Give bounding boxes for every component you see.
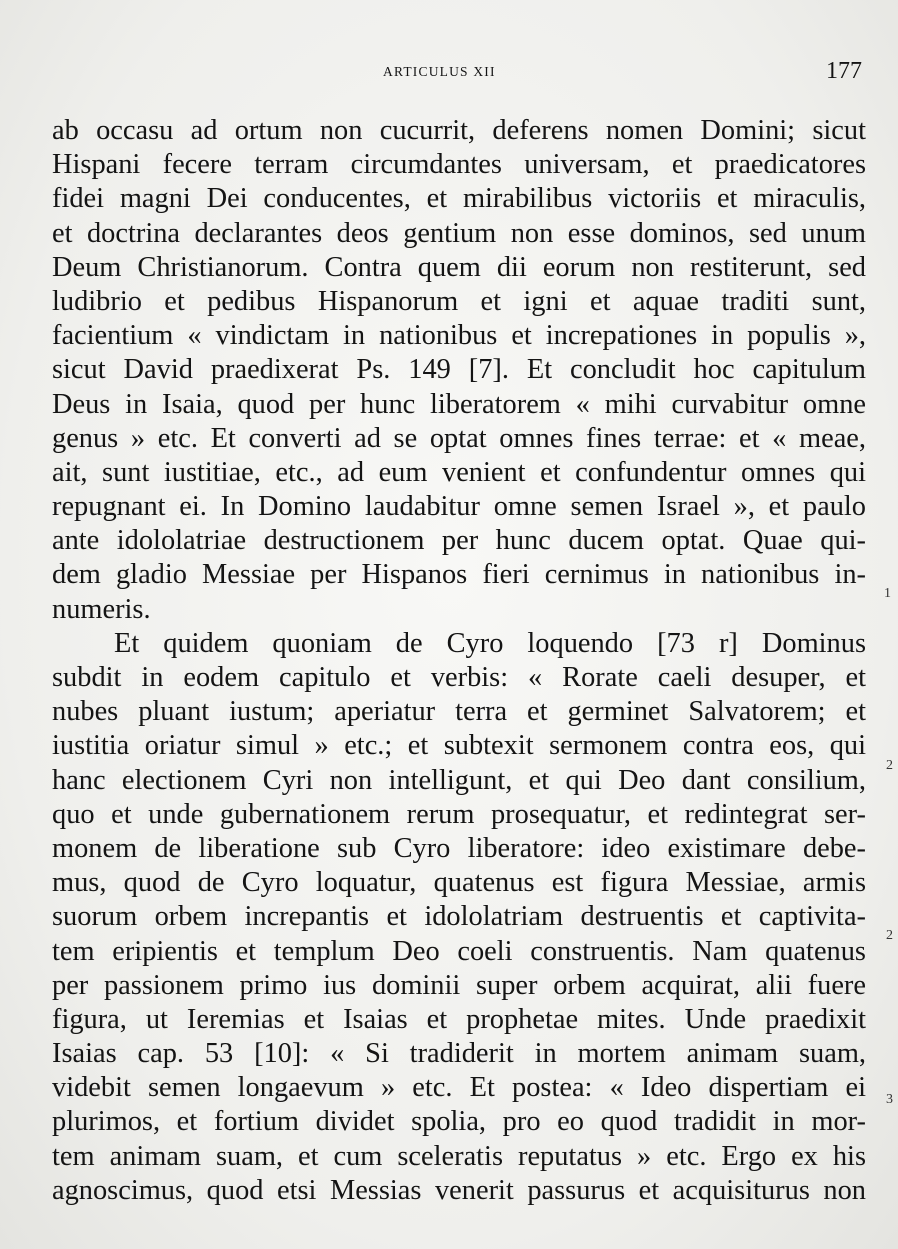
text-line: sicut David praedixerat Ps. 149 [7]. Et concludit hoc capitulum [52, 354, 866, 386]
running-head: ARTICULUS XII [383, 64, 496, 79]
text-line: dem gladio Messiae per Hispanos fieri cernimus in nationibus in- [52, 559, 866, 591]
text-line: Deum Christianorum. Contra quem dii eorum non restiterunt, sed [52, 251, 866, 283]
text-line: per passionem primo ius dominii super orbem acquirat, alii fuere [52, 969, 866, 1001]
text-line: agnoscimus, quod etsi Messias venerit passurus et acquisiturus non [52, 1174, 866, 1206]
margin-mark: 2 [886, 758, 893, 773]
text-line: nubes pluant iustum; aperiatur terra et germinet Salvatorem; et [52, 696, 866, 728]
text-line: ab occasu ad ortum non cucurrit, deferens nomen Domini; sicut [52, 115, 866, 146]
text-line: ante idololatriae destructionem per hunc ducem optat. Quae qui- [52, 525, 866, 557]
body-text [52, 114, 866, 1208]
text-line: hanc electionem Cyri non intelligunt, et qui Deo dant consilium, [52, 764, 866, 796]
page-number: 177 [826, 58, 862, 84]
paragraph-1 [52, 114, 866, 627]
text-line: iustitia oriatur simul » etc.; et subtexit sermonem contra eos, qui [52, 730, 866, 762]
text-line: genus » etc. Et converti ad se optat omnes fines terrae: et « meae, [52, 422, 866, 454]
text-line: plurimos, et fortium dividet spolia, pro eo quod tradidit in mor- [52, 1106, 866, 1138]
margin-mark: 3 [886, 1092, 893, 1107]
text-line: videbit semen longaevum » etc. Et postea: « Ideo dispertiam ei [52, 1072, 866, 1104]
text-line: suorum orbem increpantis et idololatriam destruentis et captivita- [52, 901, 866, 933]
text-line: tem animam suam, et cum sceleratis reputatus » etc. Ergo ex his [52, 1140, 866, 1172]
text-line: mus, quod de Cyro loquatur, quatenus est figura Messiae, armis [52, 867, 866, 899]
text-line: subdit in eodem capitulo et verbis: « Rorate caeli desuper, et [52, 662, 866, 693]
text-line: Deus in Isaia, quod per hunc liberatorem « mihi curvabitur omne [52, 388, 866, 420]
text-line: ludibrio et pedibus Hispanorum et igni et aquae traditi sunt, [52, 285, 866, 317]
text-line: Et quidem quoniam de Cyro loquendo [73 r] Dominus [114, 627, 866, 659]
text-line: Hispani fecere terram circumdantes universam, et praedicatores [52, 149, 866, 181]
margin-mark: 2 [886, 928, 893, 943]
text-line: ait, sunt iustitiae, etc., ad eum venient et confundentur omnes qui [52, 456, 866, 488]
paragraph-2 [52, 627, 866, 1208]
text-line: fidei magni Dei conducentes, et mirabilibus victoriis et miraculis, [52, 183, 866, 215]
margin-mark: 1 [884, 586, 891, 601]
text-line: et doctrina declarantes deos gentium non esse dominos, sed unum [52, 217, 866, 249]
text-line: repugnant ei. In Domino laudabitur omne semen Israel », et paulo [52, 491, 866, 523]
text-line: numeris. [52, 593, 151, 625]
text-line: figura, ut Ieremias et Isaias et prophetae mites. Unde praedixit [52, 1003, 866, 1035]
text-line: quo et unde gubernationem rerum prosequatur, et redintegrat ser- [52, 798, 866, 830]
text-line: monem de liberatione sub Cyro liberatore: ideo existimare debe- [52, 832, 866, 864]
text-line: facientium « vindictam in nationibus et increpationes in populis », [52, 320, 866, 352]
page-header [0, 58, 898, 88]
text-line: Isaias cap. 53 [10]: « Si tradiderit in mortem animam suam, [52, 1038, 866, 1070]
text-line: tem eripientis et templum Deo coeli construentis. Nam quatenus [52, 935, 866, 967]
